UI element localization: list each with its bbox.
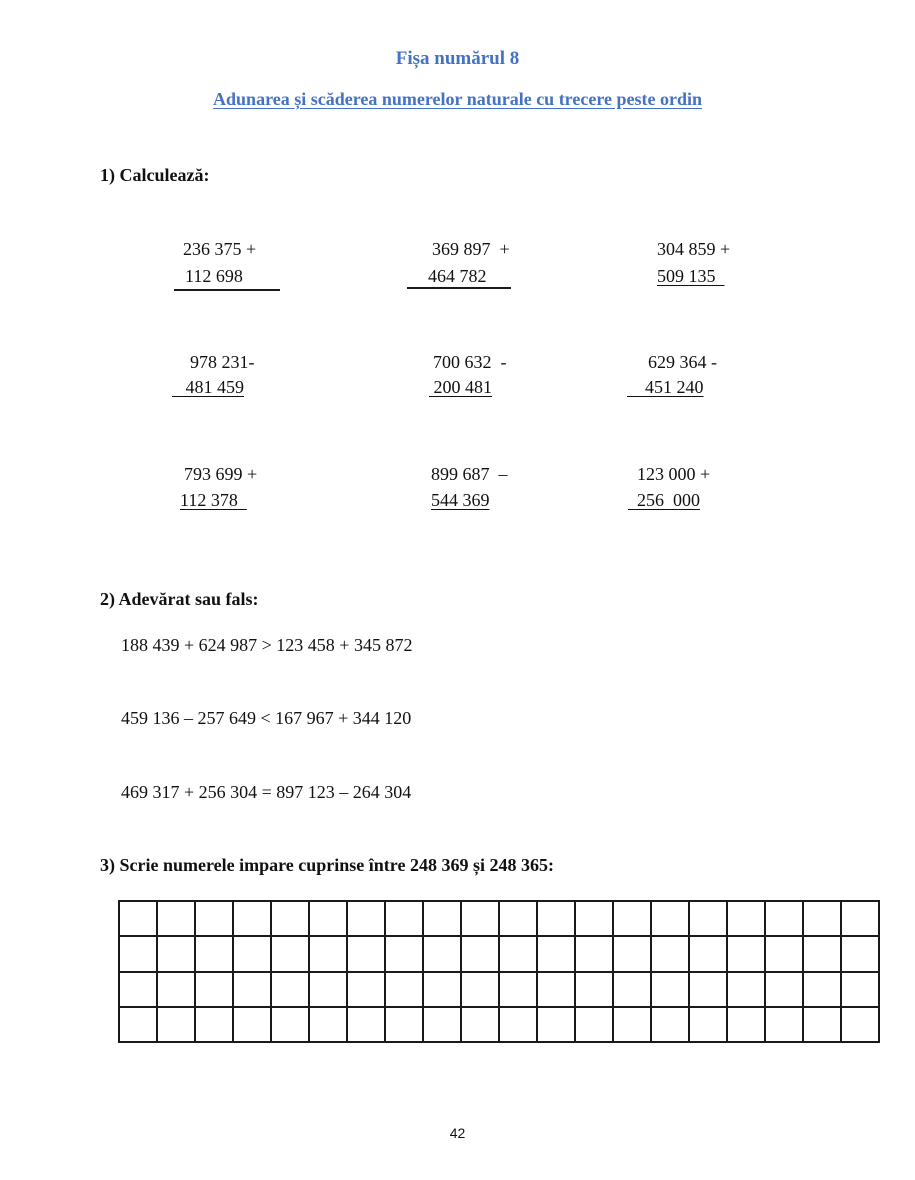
grid-cell[interactable] — [765, 936, 803, 971]
grid-cell[interactable] — [575, 936, 613, 971]
operation-7-bottom — [180, 490, 247, 511]
grid-cell[interactable] — [195, 936, 233, 971]
grid-cell[interactable] — [689, 901, 727, 936]
operation-5-bottom — [429, 377, 492, 398]
grid-cell[interactable] — [195, 972, 233, 1007]
statement-1: 188 439 + 624 987 > 123 458 + 345 872 — [121, 635, 413, 655]
grid-cell[interactable] — [765, 901, 803, 936]
grid-cell[interactable] — [119, 1007, 157, 1042]
grid-cell[interactable] — [461, 972, 499, 1007]
grid-cell[interactable] — [651, 972, 689, 1007]
page-number: 42 — [449, 1125, 466, 1141]
grid-cell[interactable] — [803, 972, 841, 1007]
grid-cell[interactable] — [651, 901, 689, 936]
grid-cell[interactable] — [347, 972, 385, 1007]
grid-cell[interactable] — [233, 1007, 271, 1042]
operation-8-top: 899 687 – — [431, 464, 508, 484]
grid-cell[interactable] — [727, 1007, 765, 1042]
operation-1-top: 236 375 + — [183, 239, 257, 259]
grid-cell[interactable] — [233, 901, 271, 936]
grid-cell[interactable] — [803, 1007, 841, 1042]
operation-5-bottom-number: 200 481 — [433, 377, 492, 397]
grid-cell[interactable] — [157, 901, 195, 936]
operation-3-top: 304 859 + — [657, 239, 731, 259]
grid-cell[interactable] — [841, 901, 879, 936]
operation-2-result-line — [407, 287, 511, 289]
grid-row — [119, 1007, 879, 1042]
exercise-1-heading: 1) Calculează: — [100, 165, 210, 185]
grid-cell[interactable] — [461, 901, 499, 936]
grid-cell[interactable] — [803, 901, 841, 936]
grid-cell[interactable] — [423, 936, 461, 971]
grid-cell[interactable] — [727, 936, 765, 971]
grid-row — [119, 936, 879, 971]
grid-cell[interactable] — [271, 972, 309, 1007]
grid-cell[interactable] — [689, 1007, 727, 1042]
grid-cell[interactable] — [347, 936, 385, 971]
grid-cell[interactable] — [461, 1007, 499, 1042]
grid-cell[interactable] — [157, 1007, 195, 1042]
grid-cell[interactable] — [575, 1007, 613, 1042]
operation-9-bottom — [628, 490, 700, 511]
grid-cell[interactable] — [841, 972, 879, 1007]
grid-cell[interactable] — [727, 901, 765, 936]
grid-cell[interactable] — [385, 901, 423, 936]
operation-2-bottom: 464 782 — [428, 266, 487, 286]
grid-cell[interactable] — [765, 1007, 803, 1042]
operation-3-bottom-number: 509 135 — [657, 266, 716, 286]
grid-cell[interactable] — [385, 1007, 423, 1042]
grid-cell[interactable] — [537, 972, 575, 1007]
operation-6-bottom — [627, 377, 704, 398]
grid-cell[interactable] — [499, 1007, 537, 1042]
operation-5-top: 700 632 - — [433, 352, 507, 372]
grid-cell[interactable] — [537, 936, 575, 971]
statement-3: 469 317 + 256 304 = 897 123 – 264 304 — [121, 782, 412, 802]
grid-cell[interactable] — [803, 936, 841, 971]
operation-4-bottom-number: 481 459 — [185, 377, 244, 397]
operation-9-bottom-number: 256 000 — [637, 490, 700, 510]
operation-9-top: 123 000 + — [637, 464, 711, 484]
page-title: Fișa numărul 8 — [395, 48, 520, 69]
grid-cell[interactable] — [613, 1007, 651, 1042]
grid-cell[interactable] — [309, 901, 347, 936]
exercise-2-heading: 2) Adevărat sau fals: — [100, 589, 259, 609]
operation-7-bottom-number: 112 378 — [180, 490, 238, 510]
operation-1-result-line — [174, 289, 280, 291]
grid-cell[interactable] — [613, 901, 651, 936]
grid-cell[interactable] — [119, 901, 157, 936]
grid-cell[interactable] — [765, 972, 803, 1007]
grid-cell[interactable] — [309, 1007, 347, 1042]
operation-3-bottom — [657, 266, 725, 287]
grid-cell[interactable] — [575, 972, 613, 1007]
answer-grid[interactable] — [118, 900, 880, 1043]
grid-cell[interactable] — [423, 972, 461, 1007]
grid-cell[interactable] — [499, 901, 537, 936]
operation-1-bottom: 112 698 — [185, 266, 243, 286]
page-subtitle: Adunarea și scăderea numerelor naturale cu trecere peste ordin — [213, 89, 702, 109]
grid-cell[interactable] — [613, 972, 651, 1007]
grid-cell[interactable] — [309, 972, 347, 1007]
grid-cell[interactable] — [157, 972, 195, 1007]
grid-cell[interactable] — [309, 936, 347, 971]
grid-cell[interactable] — [651, 936, 689, 971]
operation-8-bottom: 544 369 — [431, 490, 490, 510]
grid-row — [119, 901, 879, 936]
grid-cell[interactable] — [271, 1007, 309, 1042]
operation-4-top: 978 231- — [190, 352, 255, 372]
grid-cell[interactable] — [689, 972, 727, 1007]
grid-cell[interactable] — [423, 1007, 461, 1042]
grid-cell[interactable] — [233, 936, 271, 971]
grid-cell[interactable] — [233, 972, 271, 1007]
grid-cell[interactable] — [271, 901, 309, 936]
grid-cell[interactable] — [119, 972, 157, 1007]
grid-cell[interactable] — [651, 1007, 689, 1042]
operation-2-top: 369 897 + — [432, 239, 510, 259]
grid-cell[interactable] — [385, 972, 423, 1007]
grid-cell[interactable] — [537, 1007, 575, 1042]
grid-cell[interactable] — [461, 936, 499, 971]
grid-cell[interactable] — [423, 901, 461, 936]
grid-cell[interactable] — [195, 901, 233, 936]
operation-7-top: 793 699 + — [184, 464, 258, 484]
grid-cell[interactable] — [575, 901, 613, 936]
grid-cell[interactable] — [841, 936, 879, 971]
grid-cell[interactable] — [195, 1007, 233, 1042]
grid-cell[interactable] — [537, 901, 575, 936]
grid-cell[interactable] — [347, 1007, 385, 1042]
grid-cell[interactable] — [689, 936, 727, 971]
grid-cell[interactable] — [157, 936, 195, 971]
grid-cell[interactable] — [727, 972, 765, 1007]
grid-cell[interactable] — [119, 936, 157, 971]
operation-6-top: 629 364 - — [648, 352, 717, 372]
operation-4-bottom — [172, 377, 244, 398]
grid-cell[interactable] — [271, 936, 309, 971]
grid-cell[interactable] — [841, 1007, 879, 1042]
grid-cell[interactable] — [499, 936, 537, 971]
grid-row — [119, 972, 879, 1007]
grid-cell[interactable] — [613, 936, 651, 971]
grid-cell[interactable] — [385, 936, 423, 971]
grid-cell[interactable] — [499, 972, 537, 1007]
exercise-3-heading: 3) Scrie numerele impare cuprinse între 248 369 și 248 365: — [100, 855, 554, 875]
statement-2: 459 136 – 257 649 < 167 967 + 344 120 — [121, 708, 412, 728]
grid-cell[interactable] — [347, 901, 385, 936]
operation-6-bottom-number: 451 240 — [645, 377, 704, 397]
